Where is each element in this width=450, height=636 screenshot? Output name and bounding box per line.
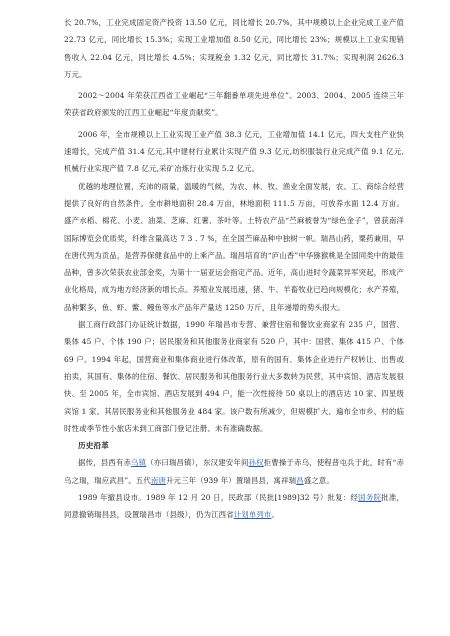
paragraph-agriculture: 优越的地理位置，充沛的雨量，温暖的气候，为农、林、牧、渔业全面发展，农、工、商综合经营提供了良好的自然条件。全市耕地面积 28.4 万亩，林地面积 111.5 万亩，可放养水面 12.4 万亩。盛产水稻、棉花、小麦、油菜、芝麻、红薯、茶叶等。土特农产品“苎麻被誉为“绿色金子”，曾获南洋国际博览会优质奖，纤维含量高达 7 3 . 7 %，在全国苎麻品种中独树一帜。瑞昌山药，粟药兼用，早在唐代列为贡品，是营养保健食品中的上乘产品。瑞昌培育的“庐山香”中华猕猴桃是全国同类中的最佳品种，曾多次荣获农业部金奖，为第十一届亚运会指定产品。近年，高山进时令蔬菜异军突起，形成产业化格局，成为地方经济新的增长点。养殖业发展迅速，猪、牛、羊畜牧业已趋向规模化；水产养殖，品种繁多，鱼、虾、鳖、鳗鱼等水产品年产量达 1250 万斤，且年递增的势头很大。 [64, 181, 404, 312]
text-span: 升元三年（939 年）置瑞昌县，寓祥瑞 [165, 475, 297, 485]
link-state-council[interactable]: 国务院 [358, 493, 382, 503]
text-span: 1989 年撤县设市。1989 年 12 月 20 日，民政部（民批[1989]32 号）批复：经 [78, 493, 359, 503]
paragraph-services: 据工商行政部门办证统计数据，1990 年瑞昌市专营、兼营住宿和餐饮业商家有 235 户，国营、集体 45 户、个体 190 户；居民服务和其他服务业商家有 520 户，其中：国营、集体 415 户、个体 69 户。1994 年起，国营商业和集体商业进行体改革，原有的国有、集体企业进行产权转让、出售或拍卖，其国有、集体的住宿、餐饮、居民服务和其他服务行业大多数转为民营，其中宾馆、酒店发展很快、至 2005 年，全市宾馆、酒店发展到 494 户，能一次性接待 50 桌以上的酒店达 10 家、四星级宾馆 1 家。其居民服务业和其他服务业 484 家。该户数有所减少，但规模扩大、遍布全市乡、村的临时性或季节性小旅店未到工商部门登记注册、未有准确数据。 [64, 320, 404, 433]
link-planned-city[interactable]: 计划单列市 [233, 510, 272, 520]
text-span: 拒曹操于赤乌，使程普屯兵于此，时有“赤乌之瑞，瑞应武昌”。五代 [64, 458, 404, 485]
paragraph-2006-industry: 2006 年，全市规模以上工业实现工业产值 38.3 亿元，工业增加值 14.1 亿元，四大支柱产业快速增长，完成产值 31.4 亿元,其中建材行业累计实现产值 9.3 亿元,纺织服装行业完成产值 9.1 亿元,机械行业实现产值 7.8 亿元,采矿冶炼行业实现 5.2 亿元。 [64, 129, 404, 174]
section-heading-history: 历史沿革 [78, 441, 109, 451]
text-span: 据传，县西有赤 [78, 458, 132, 468]
text-span: 盛之意。 [303, 475, 334, 485]
link-nantang[interactable]: 南唐 [150, 475, 166, 485]
document-page [64, 14, 404, 524]
paragraph-city-status [64, 489, 404, 524]
paragraph-history-origin [64, 454, 404, 489]
text-span: （亦曰瑞昌镇），东汉建安年间 [146, 458, 249, 468]
text-span: 批准，同意撤销瑞昌县，设置瑞昌市（县级），仍为江西省 [64, 493, 405, 520]
paragraph-awards: 2002～2004 年荣获江西省工业崛起“三年翻番单项先进单位”。2003、2004、2005 连续三年荣获省政府颁发的江西工业崛起“年度贡献奖”。 [64, 91, 404, 118]
link-sunquan[interactable]: 孙权 [248, 458, 264, 468]
paragraph-industry-stats: 长 20.7%，工业完成固定资产投资 13.50 亿元，同比增长 20.7%，其中规模以上企业完成工业产值 22.73 亿元，同比增长 15.3%；实现工业增加值 8.50 亿元，同比增长 23%；规模以上工业实现销售收入 22.04 亿元，同比增长 4.5%；实现税金 1.32 亿元，同比增长 31.7%；实现利润 2626.3 万元。 [64, 18, 404, 79]
link-chang[interactable]: 昌 [296, 475, 304, 485]
text-span: 。 [271, 510, 280, 520]
link-wuzhen[interactable]: 乌镇 [131, 458, 147, 468]
